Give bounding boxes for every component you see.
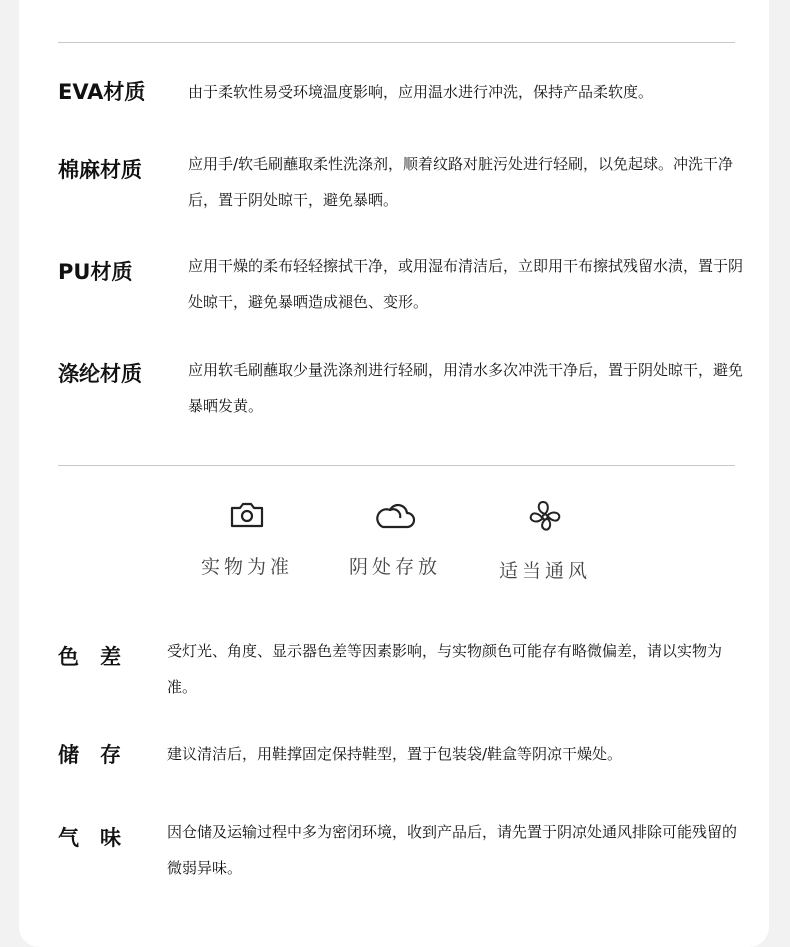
material-description: 由于柔软性易受环境温度影响，应用温水进行冲洗，保持产品柔软度。 bbox=[188, 83, 654, 101]
feature-label: 阴处存放 bbox=[348, 556, 441, 578]
care-instructions-card bbox=[19, 0, 769, 947]
fan-icon bbox=[527, 500, 563, 534]
feature-ventilation bbox=[485, 500, 605, 583]
material-label: 涤纶材质 bbox=[58, 362, 142, 386]
note-label: 气 味 bbox=[58, 826, 121, 850]
note-description: 因仓储及运输过程中多为密闭环境，收到产品后，请先置于阴凉处通风排除可能残留的微弱异味。 bbox=[167, 823, 738, 877]
feature-shade-storage bbox=[335, 500, 455, 579]
middle-divider bbox=[58, 465, 735, 466]
note-label: 色 差 bbox=[58, 645, 121, 669]
material-description: 应用手/软毛刷蘸取柔性洗涤剂，顺着纹路对脏污处进行轻刷，以免起球。冲洗干净后，置于阴处晾干，避免暴晒。 bbox=[188, 155, 734, 209]
cloud-icon bbox=[373, 500, 417, 530]
camera-icon bbox=[229, 500, 265, 530]
note-label: 储 存 bbox=[58, 743, 121, 767]
feature-actual-product bbox=[187, 500, 307, 579]
material-label: PU材质 bbox=[58, 260, 133, 284]
feature-label: 适当通风 bbox=[498, 560, 591, 582]
material-label: 棉麻材质 bbox=[58, 158, 142, 182]
material-label: EVA材质 bbox=[58, 80, 146, 104]
top-divider bbox=[58, 42, 735, 43]
material-description: 应用软毛刷蘸取少量洗涤剂进行轻刷，用清水多次冲洗干净后，置于阴处晾干，避免暴晒发黄。 bbox=[188, 361, 744, 415]
note-description: 受灯光、角度、显示器色差等因素影响，与实物颜色可能存有略微偏差，请以实物为准。 bbox=[167, 642, 723, 696]
material-description: 应用干燥的柔布轻轻擦拭干净，或用湿布清洁后，立即用干布擦拭残留水渍，置于阴处晾干，避免暴晒造成褪色、变形。 bbox=[188, 257, 744, 311]
feature-label: 实物为准 bbox=[200, 556, 293, 578]
note-description: 建议清洁后，用鞋撑固定保持鞋型，置于包装袋/鞋盒等阴凉干燥处。 bbox=[167, 745, 623, 763]
